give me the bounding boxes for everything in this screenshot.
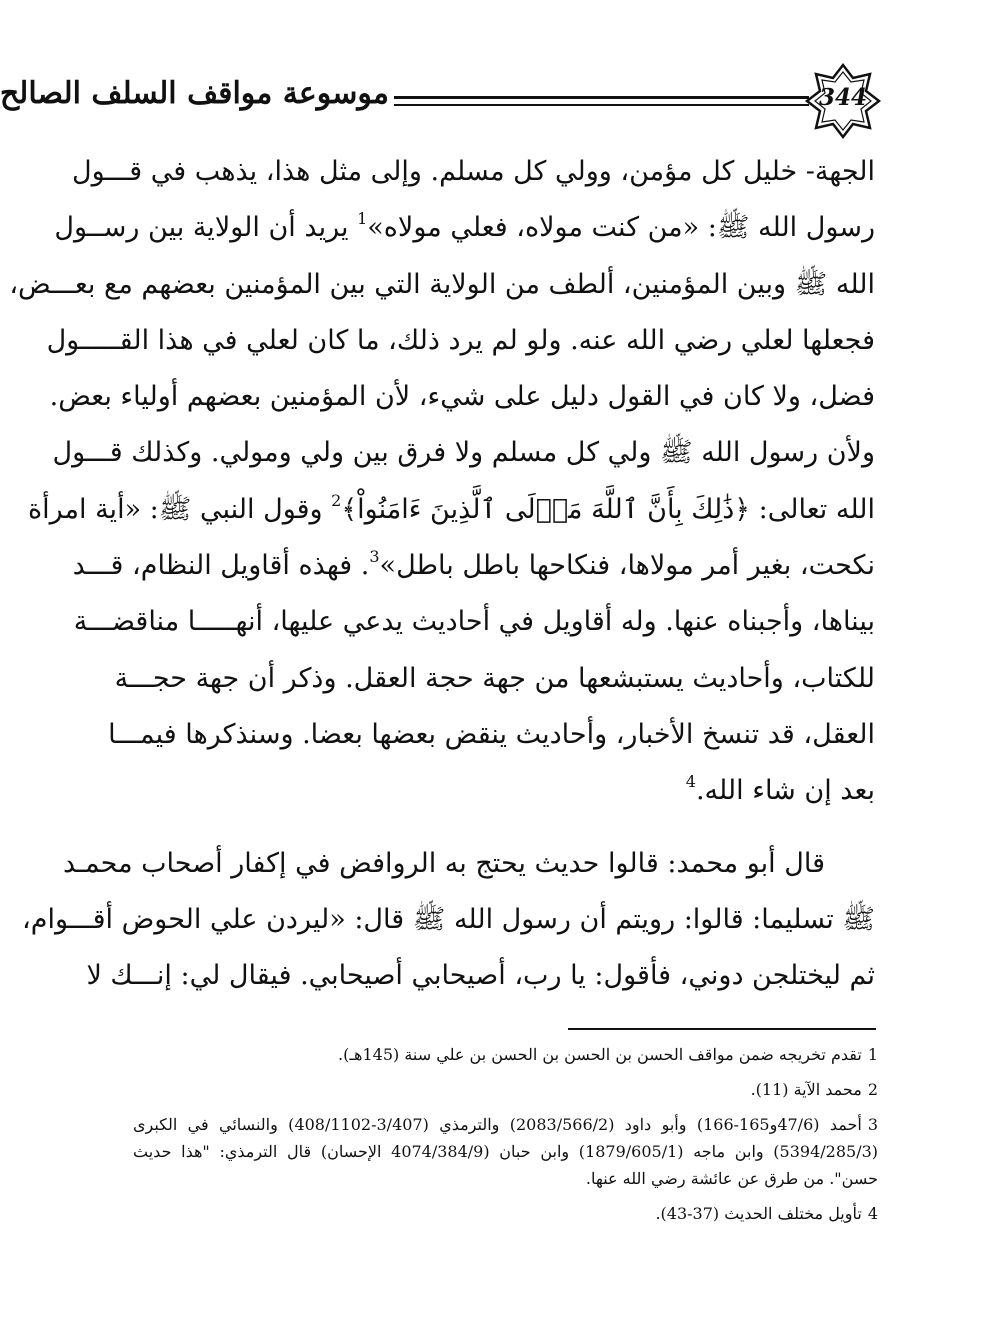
text-line: رسول الله ﷺ: «من كنت مولاه، فعلي مولاه»$^1$ يريد أن الولاية بين رســول — [54, 209, 875, 244]
text-line: العقل، قد تنسخ الأخبار، وأحاديث ينقض بعضها بعضا. وسنذكرها فيمـــا — [108, 718, 875, 750]
main-text — [9, 144, 875, 1004]
text-line: ولأن رسول الله ﷺ ولي كل مسلم ولا فرق بين ولي ومولي. وكذلك قـــول — [52, 437, 875, 469]
footnote: 1تقدم تخريجه ضمن مواقف الحسن بن الحسن بن الحسن بن علي سنة (145هـ). — [338, 1045, 878, 1064]
text-line: الله تعالى: ﴿ذَٰلِكَ بِأَنَّ ٱللَّهَ مَوۡلَى ٱلَّذِينَ ءَامَنُواْ﴾$^2$ وقول النبي ﷺ: «أية امرأة — [27, 490, 875, 525]
header-rule — [394, 96, 809, 106]
footnote: 3أحمد (47/6و165-166) وأبو داود (2083/566/2) والترمذي (3/407-408/1102) والنسائي في الكبرى — [133, 1115, 879, 1134]
text-line: بعد إن شاء الله.$^4$ — [685, 772, 875, 807]
text-line: الله ﷺ وبين المؤمنين، ألطف من الولاية التي بين المؤمنين بعضهم مع بعـــض، — [9, 268, 875, 300]
text-line: فضل، ولا كان في القول دليل على شيء، لأن المؤمنين بعضهم أولياء بعض. — [49, 381, 875, 413]
footnote-ref: 1 — [357, 209, 368, 229]
footnote-ref: 3 — [369, 547, 380, 567]
text-line: للكتاب، وأحاديث يستبشعها من جهة حجة العقل. وذكر أن جهة حجـــة — [114, 662, 875, 694]
text-line: ﷺ تسليما: قالوا: رويتم أن رسول الله ﷺ قال: «ليردن علي الحوض أقـــوام، — [22, 903, 875, 935]
paragraph-gap — [123, 820, 875, 836]
text-line: ثم ليختلجن دوني، فأقول: يا رب، أصيحابي أصيحابي. فيقال لي: إنـــك لا — [86, 960, 875, 992]
text-line: نكحت، بغير أمر مولاها، فنكاحها باطل باطل»$^3$. فهذه أقاويل النظام، قـــد — [72, 547, 875, 582]
footnote-continuation: (5394/285/3) وابن ماجه (1879/605/1) وابن حبان (4074/384/9 الإحسان) قال الترمذي: "هذا حديث — [133, 1142, 879, 1161]
footnote-ref: 4 — [685, 772, 696, 792]
page-header — [0, 62, 879, 140]
footnote: 2محمد الآية (11). — [750, 1080, 878, 1099]
footnotes — [133, 1041, 878, 1227]
book-title: موسوعة مواقف السلف الصالح — [0, 76, 389, 111]
footnote: 4تأويل مختلف الحديث (37-43). — [655, 1204, 878, 1223]
page-number-badge — [804, 62, 882, 140]
text-line: فجعلها لعلي رضي الله عنه. ولو لم يرد ذلك، ما كان لعلي في هذا القـــــول — [46, 324, 875, 356]
text-line: قال أبو محمد: قالوا حديث يحتج به الروافض في إكفار أصحاب محمـد — [62, 847, 825, 879]
footnote-ref: 2 — [331, 490, 342, 510]
page-number: 344 — [818, 84, 867, 111]
text-line: بيناها، وأجبناه عنها. وله أقاويل في أحاديث يدعي عليها، أنهـــــا مناقضـــة — [73, 606, 875, 638]
footnote-separator — [568, 1028, 876, 1030]
text-line: الجهة- خليل كل مؤمن، وولي كل مسلم. وإلى مثل هذا، يذهب في قـــول — [71, 156, 875, 187]
footnote-continuation: حسن". من طرق عن عائشة رضي الله عنها. — [585, 1169, 878, 1188]
